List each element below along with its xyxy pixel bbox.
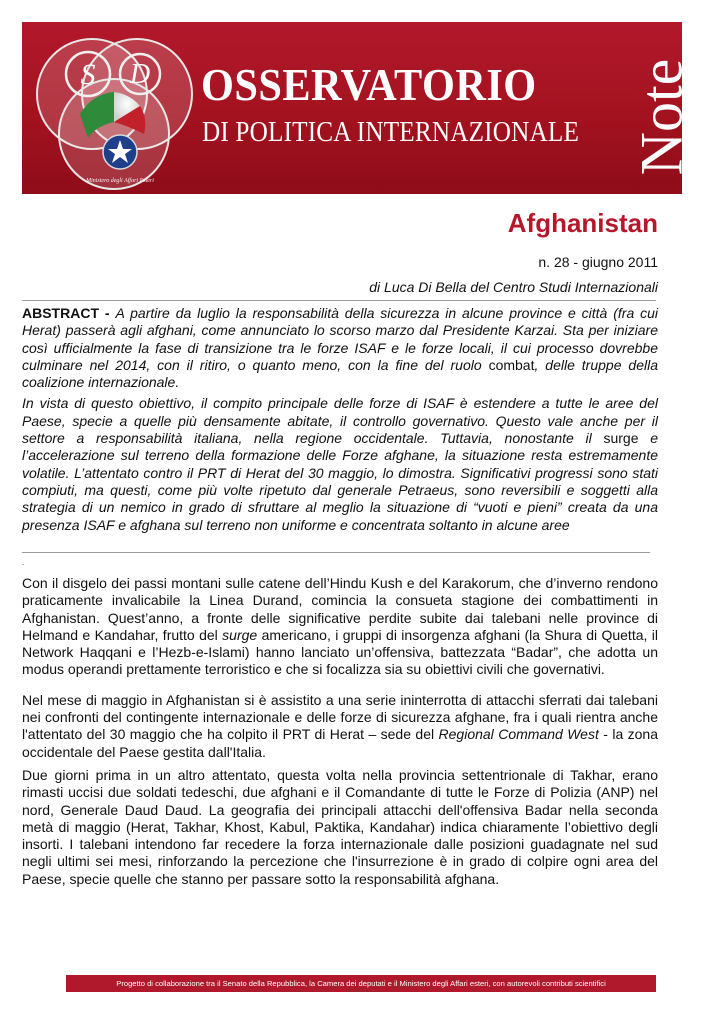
monogram-left: S	[80, 58, 96, 91]
separator-mark: .	[22, 558, 25, 567]
body-paragraph: Nel mese di maggio in Afghanistan si è assistito a una serie ininterrotta di attacchi sferrati dai talebani nei confronti del contingente internazionale e delle forze di sicurezza afghane, fra i quali rientra anche l'attentato del 30 maggio che ha colpito il PRT di Herat – sede del Regional Command West - la zona occidentale del Paese gestita dall'Italia.	[22, 691, 659, 760]
abstract-section	[22, 305, 658, 538]
republic-seal-icon	[103, 135, 137, 169]
article-body	[22, 575, 658, 901]
abstract-paragraph: ABSTRACT - A partire da luglio la responsabilità della sicurezza in alcune province e città (fra cui Herat) passerà agli afghani, come annunciato lo scorso marzo dal Presidente Karzai. Sta per iniziare così ufficialmente la fase di transizione tra le forze ISAF e le forze locali, il cui processo dovrebbe culminare nel 2014, con il ritiro, o quanto meno, con la fine del ruolo combat, delle truppe della coalizione internazionale.	[22, 305, 659, 391]
author-line: di Luca Di Bella del Centro Studi Internazionali	[369, 279, 658, 295]
issue-number: n. 28 - giugno 2011	[538, 254, 658, 270]
banner-title: OSSERVATORIO	[201, 59, 537, 110]
body-paragraph: Due giorni prima in un altro attentato, questa volta nella provincia settentrionale di Takhar, erano rimasti uccisi due soldati tedeschi, due afghani e il Comandante di tutte le Forze di Polizia (ANP) nel nord, Generale Daud Daud. La geografia dei principali attacchi dell'offensiva Badar nella seconda metà di maggio (Herat, Takhar, Khost, Kabul, Paktika, Kandahar) indica chiaramente l’obiettivo degli insorti. I talebani intendono far recedere la forza internazionale dalle posizioni guadagnate nel sud negli ultimi sei mesi, rinforzando la percezione che l'insurrezione è in grado di colpire ogni area del Paese, specie quelle che stanno per passare sotto la responsabilità afghana.	[22, 766, 658, 887]
header-banner	[22, 22, 695, 194]
divider-bottom	[22, 552, 650, 553]
page-title: Afghanistan	[507, 208, 658, 238]
emblem-caption: Ministero degli Affari Esteri	[86, 178, 154, 184]
banner-subtitle: DI POLITICA INTERNAZIONALE	[202, 117, 580, 148]
abstract-label: ABSTRACT -	[22, 305, 116, 321]
abstract-paragraph: In vista di questo obiettivo, il compito principale delle forze di ISAF è estendere a tutte le aree del Paese, specie a quelle più densamente abitate, il controllo governativo. Questo vale anche per il settore a responsabilità italiana, nella regione occidentale. Tuttavia, nonostante il surge e l’accelerazione sul terreno della formazione delle Forze afghane, la situazione resta estremamente volatile. L’attentato contro il PRT di Herat del 30 maggio, lo dimostra. Significativi progressi sono stati compiuti, ma questi, come più volte ripetuto dal generale Petraeus, sono reversibili e soggetti alla strategia di un nemico in grado di sfruttare al meglio la situazione di “vuoti e pieni” creata da una presenza ISAF e afghana sul terreno non uniforme e concentrata soltanto in alcune aree	[22, 395, 658, 533]
divider-top	[22, 300, 656, 301]
footer-bar: Progetto di collaborazione tra il Senato della Repubblica, la Camera dei deputati e il Ministero degli Affari esteri, con autorevoli contributi scientifici	[66, 975, 656, 992]
monogram-right: D	[129, 59, 151, 90]
body-paragraph: Con il disgelo dei passi montani sulle catene dell’Hindu Kush e del Karakorum, che d’inverno rendono praticamente invalicabile la Linea Durand, comincia la consueta stagione dei combattimenti in Afghanistan. Quest’anno, a fronte delle significative perdite subite dai talebani nelle province di Helmand e Kandahar, frutto del surge americano, i gruppi di insorgenza afghani (la Shura di Quetta, il Network Haqqani e l’Hezb-e-Islami) hanno lanciato un’offensiva, battezzata “Badar”, che adotta un modus operandi prettamente terroristico e che si focalizza sia su obiettivi civili che governativi.	[22, 575, 658, 678]
logo-emblem	[22, 22, 202, 194]
series-label: Note	[628, 58, 695, 176]
